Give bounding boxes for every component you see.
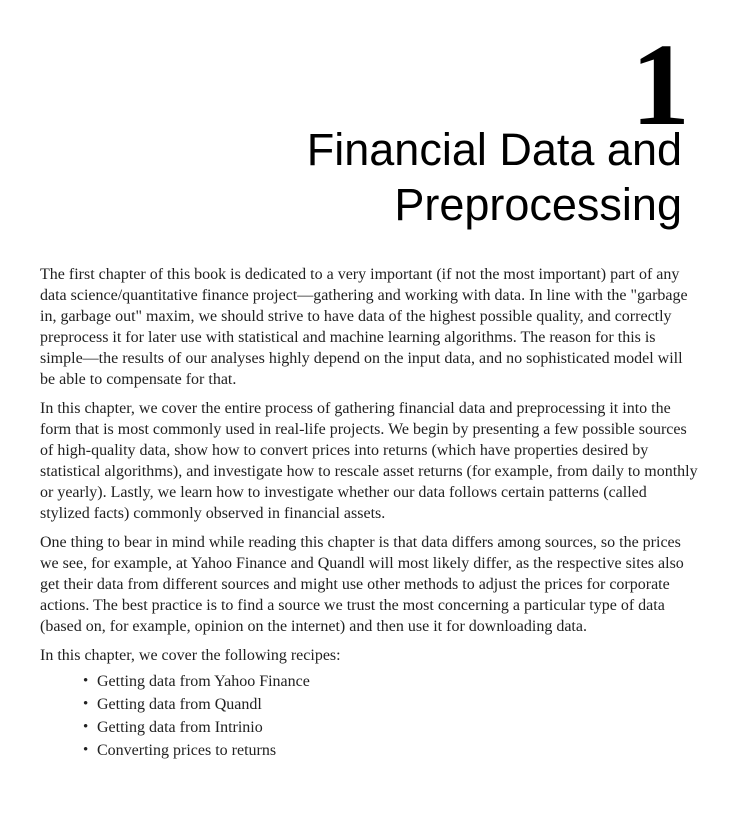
bullet-icon: • xyxy=(83,719,89,735)
bullet-icon: • xyxy=(83,673,89,689)
list-item xyxy=(83,739,698,762)
chapter-title xyxy=(122,122,682,232)
recipe-label: Getting data from Yahoo Finance xyxy=(97,673,310,690)
chapter-number: 1 xyxy=(631,19,690,150)
list-item xyxy=(83,670,698,693)
recipes-list xyxy=(40,670,698,762)
recipe-label: Getting data from Quandl xyxy=(97,696,262,713)
recipe-label: Getting data from Intrinio xyxy=(97,719,263,736)
chapter-title-line-1: Financial Data and xyxy=(306,124,682,175)
recipe-label: Converting prices to returns xyxy=(97,742,277,759)
list-item xyxy=(83,716,698,739)
body-text xyxy=(40,264,698,762)
list-item xyxy=(83,693,698,716)
paragraph-data-sources-note: One thing to bear in mind while reading this chapter is that data differs among sources, so the prices we see, for example, at Yahoo Finance and Quandl will most likely differ, as the respective sites also get their data from different sources and might use other methods to adjust the prices for corporate actions. The best practice is to find a source we trust the most concerning a particular type of data (based on, for example, opinion on the internet) and then use it for downloading data. xyxy=(40,534,684,635)
recipes-intro: In this chapter, we cover the following recipes: xyxy=(40,647,341,664)
paragraph-intro-importance: The first chapter of this book is dedicated to a very important (if not the most important) part of any data science/quantitative finance project—gathering and working with data. In line with the "garbage in, garbage out" maxim, we should strive to have data of the highest possible quality, and correctly preprocess it for later use with statistical and machine learning algorithms. The reason for this is simple—the results of our analyses highly depend on the input data, and no sophisticated model will be able to compensate for that. xyxy=(40,266,688,388)
chapter-title-line-2: Preprocessing xyxy=(394,179,682,230)
paragraph-chapter-overview: In this chapter, we cover the entire process of gathering financial data and preprocessing it into the form that is most commonly used in real-life projects. We begin by presenting a few possible sources of high-quality data, show how to convert prices into returns (which have properties desired by statistical algorithms), and investigate how to rescale asset returns (for example, from daily to monthly or yearly). Lastly, we learn how to investigate whether our data follows certain patterns (called stylized facts) commonly observed in financial assets. xyxy=(40,400,698,522)
bullet-icon: • xyxy=(83,696,89,712)
bullet-icon: • xyxy=(83,742,89,758)
